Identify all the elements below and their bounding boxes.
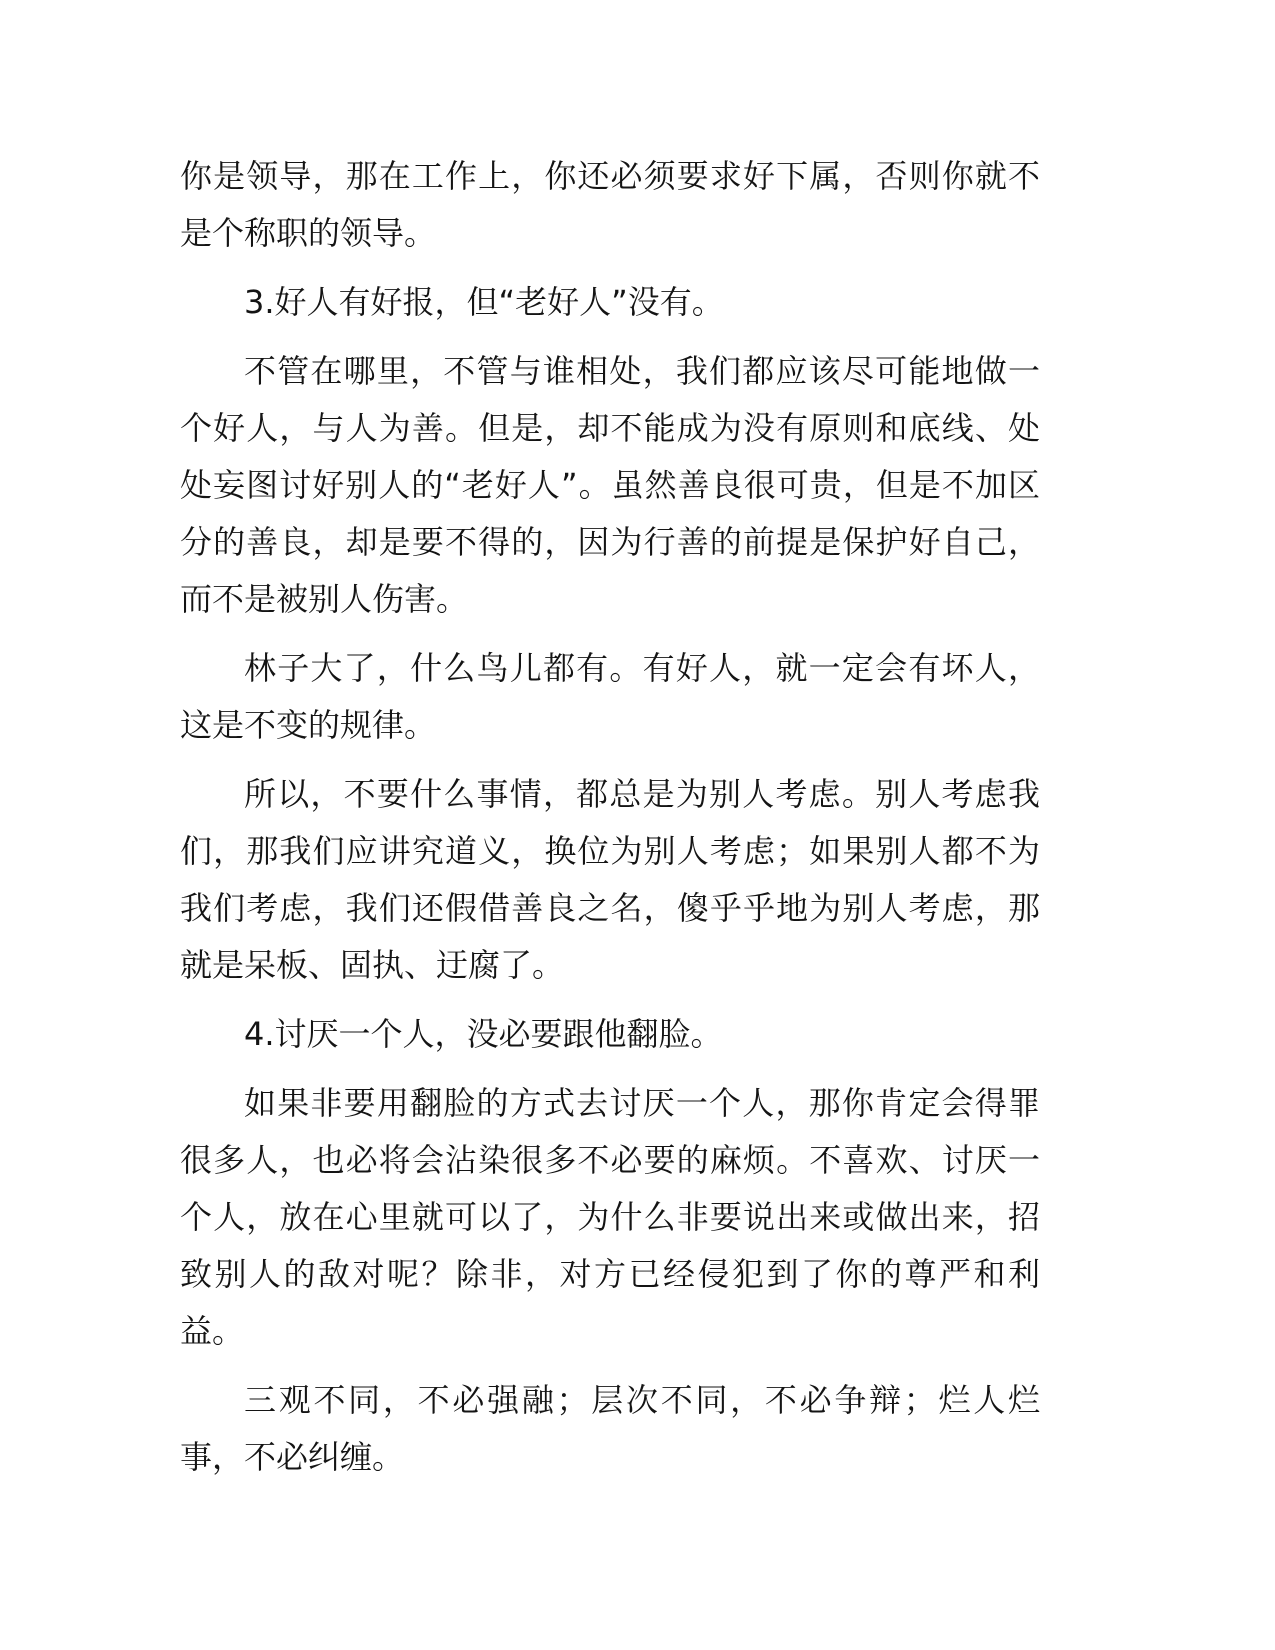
- paragraph: 如果非要用翻脸的方式去讨厌一个人，那你肯定会得罪很多人，也必将会沾染很多不必要的麻烦。不喜欢、讨厌一个人，放在心里就可以了，为什么非要说出来或做出来，招致别人的敌对呢？除非，对方已经侵犯到了你的尊严和利益。: [180, 1084, 1040, 1350]
- section-heading-3: 3.好人有好报，但“老好人”没有。: [244, 283, 724, 321]
- section-heading-4: 4.讨厌一个人，没必要跟他翻脸。: [244, 1015, 723, 1053]
- paragraph-continuation: 你是领导，那在工作上，你还必须要求好下属，否则你就不是个称职的领导。: [180, 157, 1040, 252]
- paragraph: 所以，不要什么事情，都总是为别人考虑。别人考虑我们，那我们应讲究道义，换位为别人考虑；如果别人都不为我们考虑，我们还假借善良之名，傻乎乎地为别人考虑，那就是呆板、固执、迂腐了。: [180, 775, 1040, 984]
- paragraph: 三观不同，不必强融；层次不同，不必争辩；烂人烂事，不必纠缠。: [180, 1381, 1040, 1476]
- paragraph: 林子大了，什么鸟儿都有。有好人，就一定会有坏人，这是不变的规律。: [180, 649, 1040, 744]
- paragraph: 不管在哪里，不管与谁相处，我们都应该尽可能地做一个好人，与人为善。但是，却不能成为没有原则和底线、处处妄图讨好别人的“老好人”。虽然善良很可贵，但是不加区分的善良，却是要不得的，因为行善的前提是保护好自己，而不是被别人伤害。: [180, 352, 1040, 618]
- document-page: [180, 148, 1040, 1498]
